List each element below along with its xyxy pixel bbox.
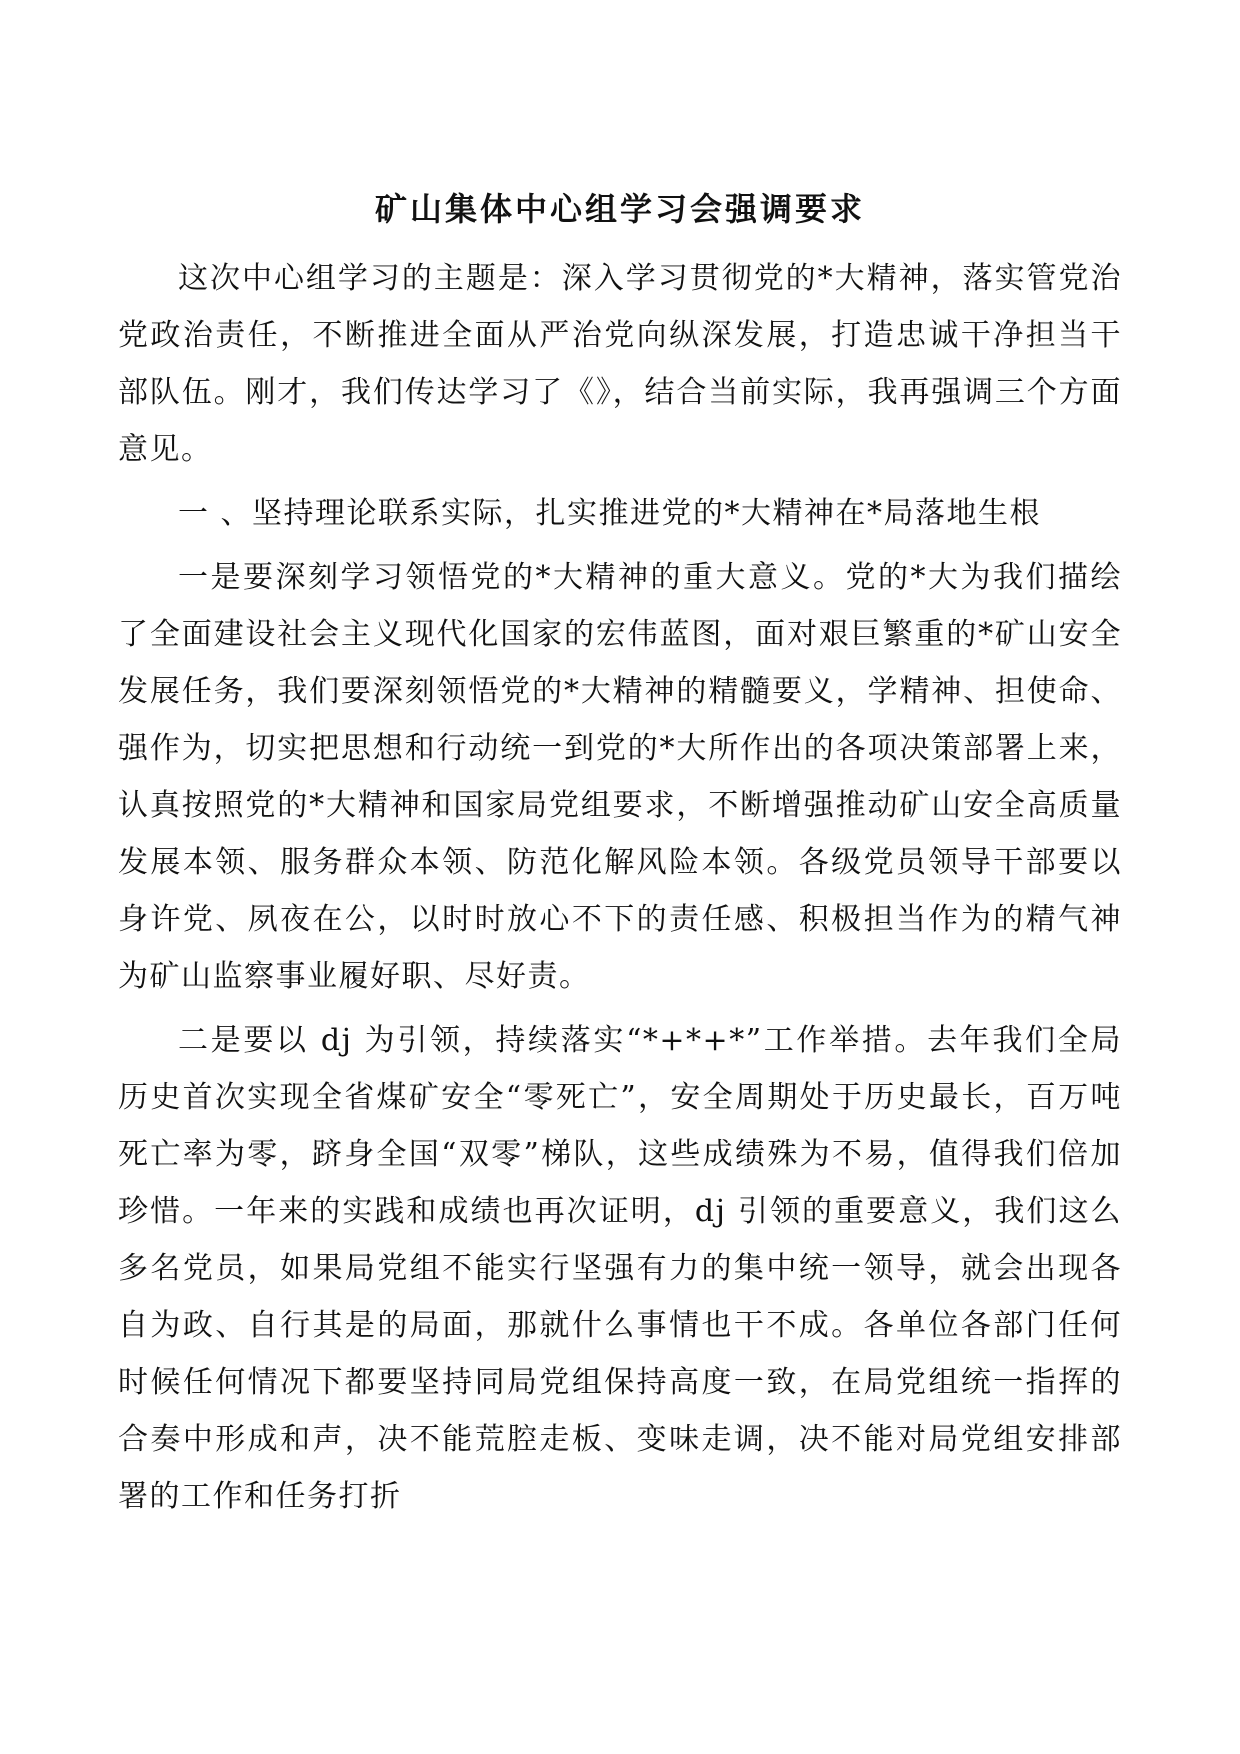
intro-paragraph: 这次中心组学习的主题是：深入学习贯彻党的*大精神，落实管党治党政治责任，不断推进全面从严治党向纵深发展，打造忠诚干净担当干部队伍。刚才，我们传达学习了《》，结合当前实际，我再强调三个方面意见。 (118, 261, 1122, 467)
document-title: 矿山集体中心组学习会强调要求 (374, 190, 865, 228)
section-1-paragraph-1: 一是要深刻学习领悟党的*大精神的重大意义。党的*大为我们描绘了全面建设社会主义现代化国家的宏伟蓝图，面对艰巨繁重的*矿山安全发展任务，我们要深刻领悟党的*大精神的精髓要义，学精神、担使命、强作为，切实把思想和行动统一到党的*大所作出的各项决策部署上来，认真按照党的*大精神和国家局党组要求，不断增强推动矿山安全高质量发展本领、服务群众本领、防范化解风险本领。各级党员领导干部要以身许党、夙夜在公，以时时放心不下的责任感、积极担当作为的精气神为矿山监察事业履好职、尽好责。 (118, 560, 1122, 994)
document-body (118, 250, 1122, 1525)
section-1-paragraph-2: 二是要以 dj 为引领，持续落实“*+*+*”工作举措。去年我们全局历史首次实现全省煤矿安全“零死亡”，安全周期处于历史最长，百万吨死亡率为零，跻身全国“双零”梯队，这些成绩殊为不易，值得我们倍加珍惜。一年来的实践和成绩也再次证明，dj 引领的重要意义，我们这么多名党员，如果局党组不能实行坚强有力的集中统一领导，就会出现各自为政、自行其是的局面，那就什么事情也干不成。各单位各部门任何时候任何情况下都要坚持同局党组保持高度一致，在局党组统一指挥的合奏中形成和声，决不能荒腔走板、变味走调，决不能对局党组安排部署的工作和任务打折 (118, 1023, 1122, 1514)
section-1-heading: 一 、坚持理论联系实际，扎实推进党的*大精神在*局落地生根 (178, 496, 1042, 531)
